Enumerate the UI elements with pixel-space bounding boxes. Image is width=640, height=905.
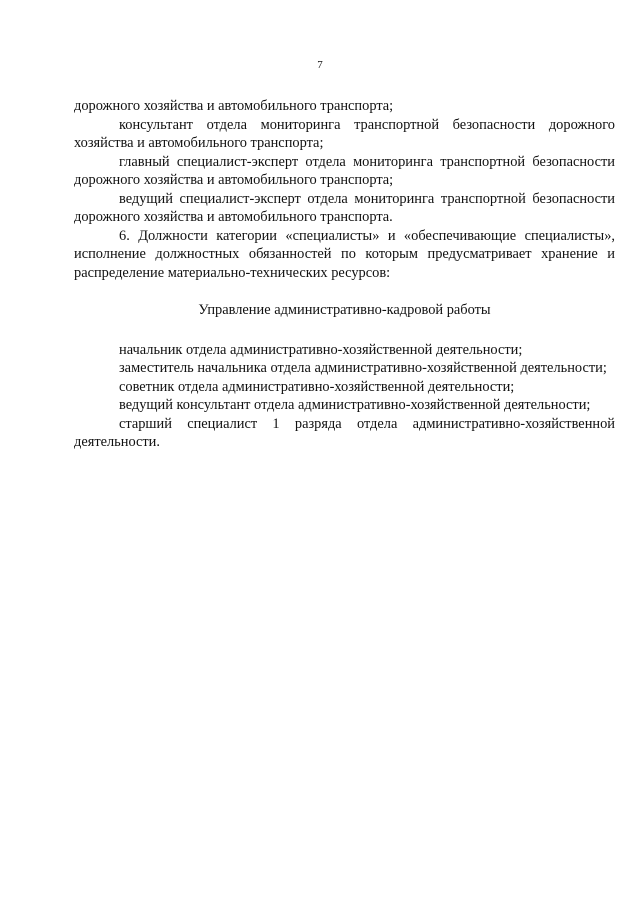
paragraph: дорожного хозяйства и автомобильного транспорта; — [74, 98, 394, 114]
paragraph: главный специалист-эксперт отдела мониторинга транспортной безопасности дорожного хозяйства и автомобильного транспорта; — [74, 153, 615, 188]
page-number: 7 — [317, 59, 323, 71]
paragraph: консультант отдела мониторинга транспортной безопасности дорожного хозяйства и автомобильного транспорта; — [74, 116, 615, 151]
list-item: заместитель начальника отдела административно-хозяйственной деятельности; — [119, 360, 607, 376]
list-item: советник отдела административно-хозяйственной деятельности; — [119, 378, 515, 395]
list-item: старший специалист 1 разряда отдела административно-хозяйственной деятельности. — [74, 415, 615, 450]
paragraph: ведущий специалист-эксперт отдела мониторинга транспортной безопасности дорожного хозяйства и автомобильного транспорта. — [74, 190, 615, 225]
list-item: ведущий консультант отдела административно-хозяйственной деятельности; — [119, 397, 591, 413]
section-heading: Управление административно-кадровой работы — [198, 302, 491, 318]
document-body — [74, 97, 615, 452]
list-item: начальник отдела административно-хозяйственной деятельности; — [119, 341, 523, 358]
paragraph: 6. Должности категории «специалисты» и «обеспечивающие специалисты», исполнение должностных обязанностей по которым предусматривает хранение и распределение материально-технических ресурсов: — [74, 227, 615, 281]
